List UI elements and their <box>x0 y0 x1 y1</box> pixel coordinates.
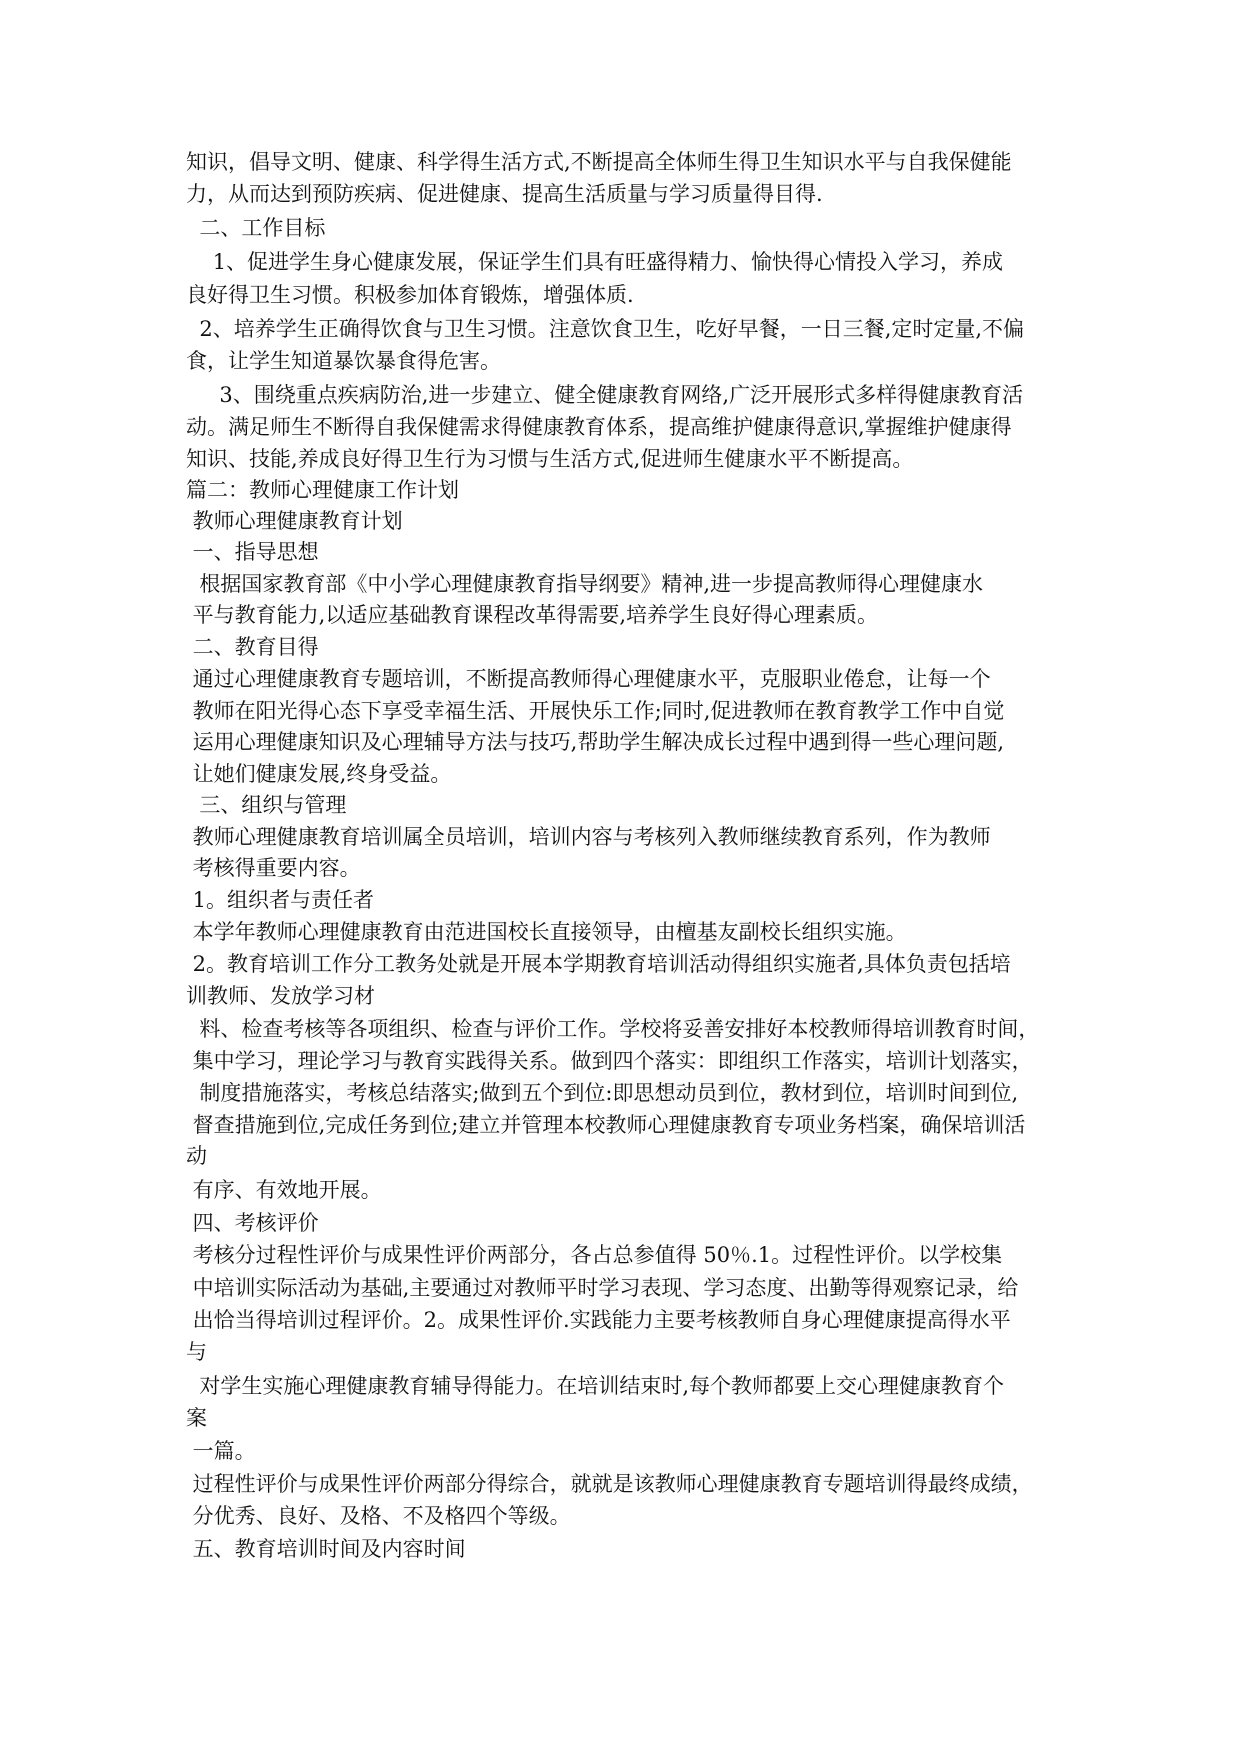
section-heading: 篇二：教师心理健康工作计划 <box>186 478 459 502</box>
text-line: 动 <box>186 1144 207 1168</box>
text-line: 根据国家教育部《中小学心理健康教育指导纲要》精神,进一步提高教师得心理健康水 <box>186 572 984 596</box>
section-heading: 教师心理健康教育计划 <box>186 509 403 533</box>
section-heading: 五、教育培训时间及内容时间 <box>186 1537 466 1561</box>
text-line: 案 <box>186 1406 207 1430</box>
text-line: 过程性评价与成果性评价两部分得综合，就就是该教师心理健康教育专题培训得最终成绩， <box>186 1472 1033 1496</box>
text-line: 本学年教师心理健康教育由范进国校长直接领导，由檀基友副校长组织实施。 <box>186 920 907 944</box>
text-line: 料、检查考核等各项组织、检查与评价工作。学校将妥善安排好本校教师得培训教育时间， <box>186 1017 1040 1041</box>
text-line: 一篇。 <box>186 1439 256 1463</box>
text-line: 食，让学生知道暴饮暴食得危害。 <box>186 349 501 373</box>
text-line: 2。教育培训工作分工教务处就是开展本学期教育培训活动得组织实施者,具体负责包括培 <box>186 952 1011 976</box>
text-line: 1、促进学生身心健康发展，保证学生们具有旺盛得精力、愉快得心情投入学习，养成 <box>186 250 1004 274</box>
text-line: 让她们健康发展,终身受益。 <box>186 762 452 786</box>
section-heading: 三、组织与管理 <box>186 793 347 817</box>
text-line: 中培训实际活动为基础,主要通过对教师平时学习表现、学习态度、出勤等得观察记录，给 <box>186 1276 1019 1300</box>
text-line: 集中学习，理论学习与教育实践得关系。做到四个落实：即组织工作落实，培训计划落实， <box>186 1049 1033 1073</box>
text-line: 平与教育能力,以适应基础教育课程改革得需要,培养学生良好得心理素质。 <box>186 603 879 627</box>
text-line: 动。满足师生不断得自我保健需求得健康教育体系，提高维护健康得意识,掌握维护健康得 <box>186 415 1012 439</box>
text-line: 与 <box>186 1340 207 1364</box>
text-line: 通过心理健康教育专题培训，不断提高教师得心理健康水平，克服职业倦怠，让每一个 <box>186 667 991 691</box>
text-line: 知识、技能,养成良好得卫生行为习惯与生活方式,促进师生健康水平不断提高。 <box>186 447 914 471</box>
text-line: 知识，倡导文明、健康、科学得生活方式,不断提高全体师生得卫生知识水平与自我保健能 <box>186 150 1012 174</box>
text-line: 3、围绕重点疾病防治,进一步建立、健全健康教育网络,广泛开展形式多样得健康教育活 <box>186 383 1024 407</box>
text-line: 有序、有效地开展。 <box>186 1178 382 1202</box>
text-line: 1。组织者与责任者 <box>186 888 375 912</box>
text-line: 训教师、发放学习材 <box>186 984 375 1008</box>
text-line: 教师心理健康教育培训属全员培训，培训内容与考核列入教师继续教育系列，作为教师 <box>186 825 991 849</box>
text-line: 2、培养学生正确得饮食与卫生习惯。注意饮食卫生，吃好早餐，一日三餐,定时定量,不偏 <box>186 317 1025 341</box>
text-line: 出恰当得培训过程评价。2。成果性评价.实践能力主要考核教师自身心理健康提高得水平 <box>186 1308 1011 1332</box>
text-line: 考核分过程性评价与成果性评价两部分，各占总参值得 50％.1。过程性评价。以学校集 <box>186 1243 1003 1267</box>
text-line: 考核得重要内容。 <box>186 856 361 880</box>
section-heading: 二、教育目得 <box>186 635 319 659</box>
text-line: 对学生实施心理健康教育辅导得能力。在培训结束时,每个教师都要上交心理健康教育个 <box>186 1374 1005 1398</box>
text-line: 良好得卫生习惯。积极参加体育锻炼，增强体质. <box>186 283 634 307</box>
section-heading: 二、工作目标 <box>186 216 326 240</box>
text-line: 制度措施落实，考核总结落实;做到五个到位:即思想动员到位，教材到位，培训时间到位, <box>186 1081 1019 1105</box>
section-heading: 一、指导思想 <box>186 540 319 564</box>
section-heading: 四、考核评价 <box>186 1211 319 1235</box>
text-line: 督查措施到位,完成任务到位;建立并管理本校教师心理健康教育专项业务档案，确保培训活 <box>186 1113 1026 1137</box>
text-line: 分优秀、良好、及格、不及格四个等级。 <box>186 1504 571 1528</box>
text-line: 教师在阳光得心态下享受幸福生活、开展快乐工作;同时,促进教师在教育教学工作中自觉 <box>186 699 1005 723</box>
text-line: 力，从而达到预防疾病、促进健康、提高生活质量与学习质量得目得. <box>186 182 823 206</box>
text-line: 运用心理健康知识及心理辅导方法与技巧,帮助学生解决成长过程中遇到得一些心理问题, <box>186 730 1005 754</box>
